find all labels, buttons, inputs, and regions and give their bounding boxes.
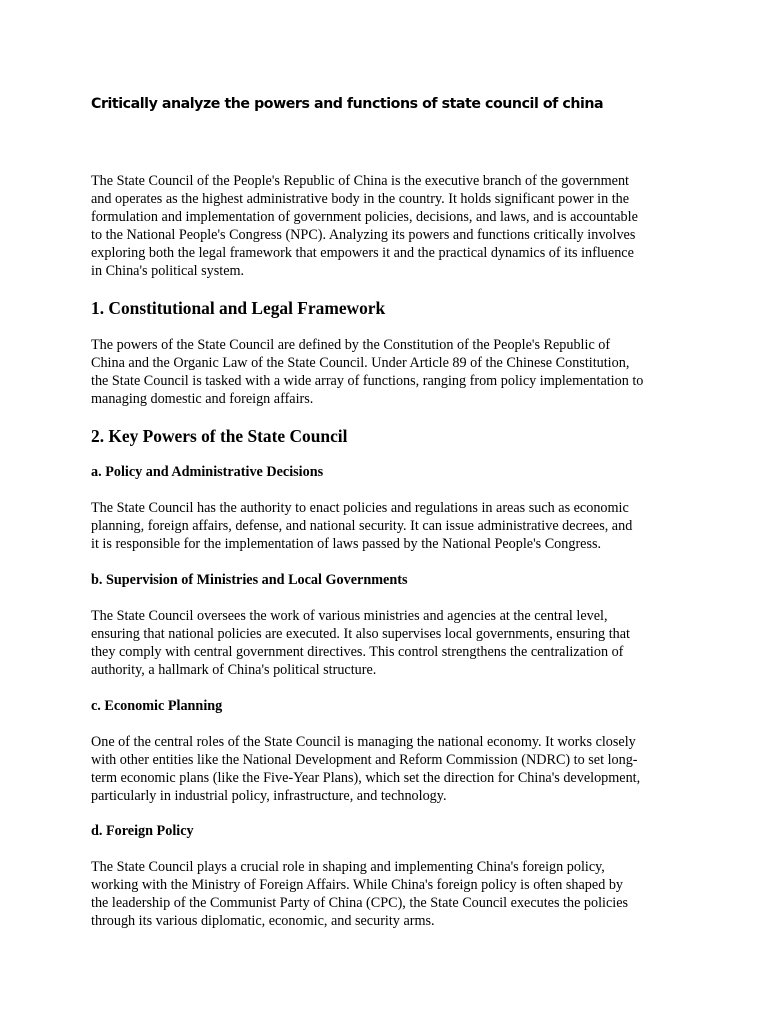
subsection-heading: b. Supervision of Ministries and Local Governments: [91, 572, 408, 588]
text-line: The State Council plays a crucial role in shaping and implementing China's foreign policy,: [91, 859, 605, 875]
text-line: One of the central roles of the State Council is managing the national economy. It works closely: [91, 734, 636, 750]
subsection-paragraph: [91, 858, 683, 930]
subsection-paragraph: [91, 499, 683, 553]
text-line: particularly in industrial policy, infrastructure, and technology.: [91, 788, 447, 804]
text-line: working with the Ministry of Foreign Affairs. While China's foreign policy is often shaped by: [91, 877, 624, 893]
text-line: term economic plans (like the Five-Year Plans), which set the direction for China's development,: [91, 770, 641, 786]
subsection-heading: d. Foreign Policy: [91, 823, 194, 839]
document-title: Critically analyze the powers and functions of state council of china: [91, 96, 604, 112]
text-line: they comply with central government directives. This control strengthens the centralization of: [91, 644, 624, 660]
text-line: to the National People's Congress (NPC). Analyzing its powers and functions critically involves: [91, 227, 636, 243]
text-line: planning, foreign affairs, defense, and national security. It can issue administrative decrees, and: [91, 518, 633, 534]
subsection-paragraph: [91, 733, 683, 805]
text-line: The State Council oversees the work of various ministries and agencies at the central level,: [91, 608, 608, 624]
text-line: with other entities like the National Development and Reform Commission (NDRC) to set long-: [91, 752, 638, 768]
text-line: The State Council of the People's Republic of China is the executive branch of the government: [91, 173, 629, 189]
text-line: China and the Organic Law of the State Council. Under Article 89 of the Chinese Constitution,: [91, 355, 630, 371]
text-line: it is responsible for the implementation of laws passed by the National People's Congress.: [91, 536, 602, 552]
section-heading: 1. Constitutional and Legal Framework: [91, 298, 386, 318]
text-line: managing domestic and foreign affairs.: [91, 391, 314, 407]
intro-paragraph: [91, 172, 683, 280]
text-line: The powers of the State Council are defined by the Constitution of the People's Republic of: [91, 337, 611, 353]
text-line: formulation and implementation of government policies, decisions, and laws, and is accountable: [91, 209, 638, 225]
text-line: authority, a hallmark of China's political structure.: [91, 662, 377, 678]
subsection-heading: a. Policy and Administrative Decisions: [91, 464, 324, 480]
section-heading: 2. Key Powers of the State Council: [91, 426, 348, 446]
text-line: exploring both the legal framework that empowers it and the practical dynamics of its influence: [91, 245, 634, 261]
text-line: The State Council has the authority to enact policies and regulations in areas such as economic: [91, 500, 629, 516]
text-line: ensuring that national policies are executed. It also supervises local governments, ensuring that: [91, 626, 630, 642]
section-paragraph: [91, 336, 683, 408]
text-line: in China's political system.: [91, 263, 245, 279]
subsection-heading: c. Economic Planning: [91, 698, 223, 714]
text-line: the State Council is tasked with a wide array of functions, ranging from policy implementation to: [91, 373, 644, 389]
text-line: and operates as the highest administrative body in the country. It holds significant power in the: [91, 191, 630, 207]
text-line: the leadership of the Communist Party of China (CPC), the State Council executes the policies: [91, 895, 629, 911]
text-line: through its various diplomatic, economic, and security arms.: [91, 913, 435, 929]
subsection-paragraph: [91, 607, 683, 679]
